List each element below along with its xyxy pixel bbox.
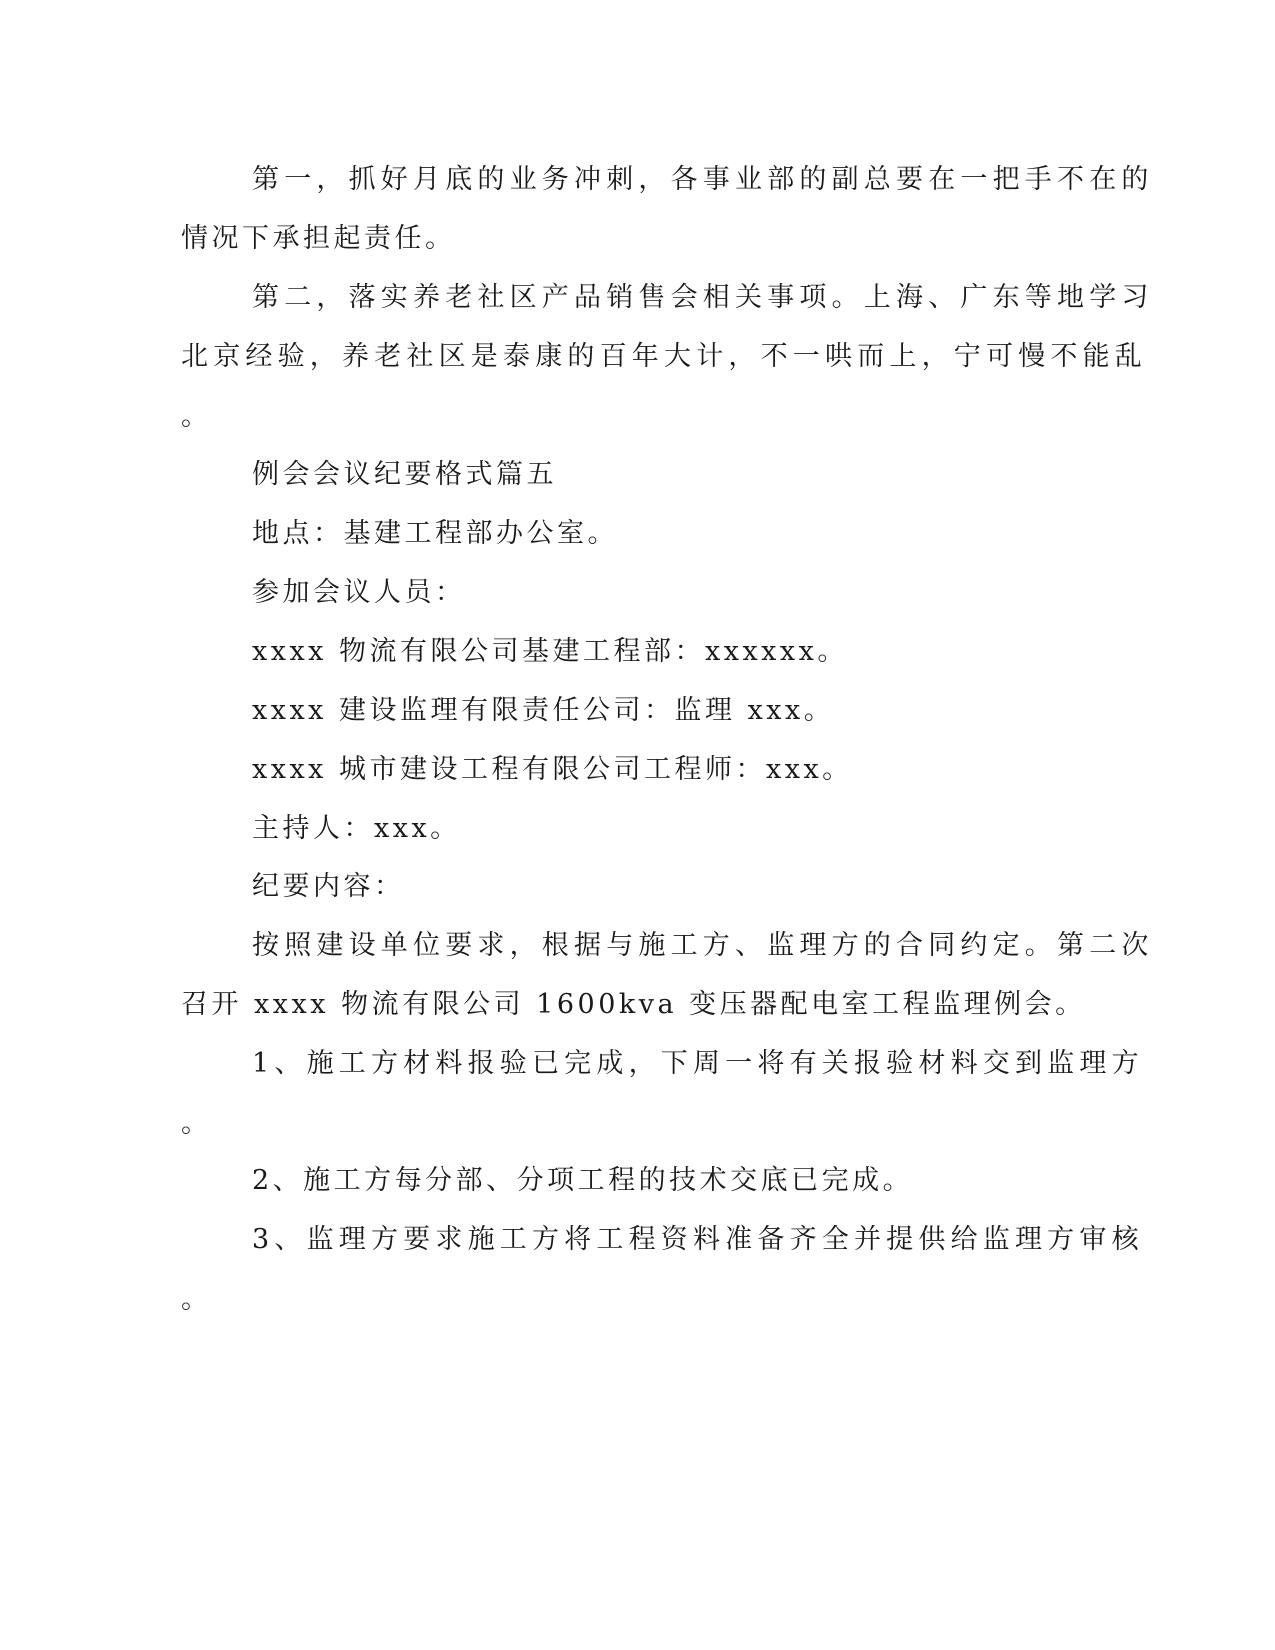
- paragraph-line: 情况下承担起责任。: [181, 223, 456, 254]
- attendee-line: xxxx 建设监理有限责任公司：监理 xxx。: [252, 695, 835, 726]
- paragraph-line: 第二，落实养老社区产品销售会相关事项。上海、广东等地学习: [252, 282, 1154, 313]
- paragraph-line: 第一，抓好月底的业务冲刺，各事业部的副总要在一把手不在的: [252, 164, 1154, 195]
- attendee-line: xxxx 城市建设工程有限公司工程师：xxx。: [252, 754, 853, 785]
- list-item: 2、施工方每分部、分项工程的技术交底已完成。: [252, 1165, 914, 1196]
- paragraph-line: 。: [181, 1108, 212, 1139]
- paragraph-line: 召开 xxxx 物流有限公司 1600kva 变压器配电室工程监理例会。: [181, 989, 1086, 1020]
- paragraph-line: 。: [181, 401, 212, 432]
- paragraph-line: 。: [181, 1284, 212, 1315]
- attendee-line: xxxx 物流有限公司基建工程部：xxxxxx。: [252, 636, 848, 667]
- paragraph-line: 按照建设单位要求，根据与施工方、监理方的合同约定。第二次: [252, 930, 1154, 961]
- minutes-label: 纪要内容：: [252, 871, 405, 902]
- attendees-label: 参加会议人员：: [252, 577, 466, 608]
- section-heading: 例会会议纪要格式篇五: [252, 459, 557, 490]
- paragraph-line: 北京经验，养老社区是泰康的百年大计，不一哄而上，宁可慢不能乱: [181, 341, 1147, 372]
- host-line: 主持人：xxx。: [252, 813, 461, 844]
- list-item: 1、施工方材料报验已完成，下周一将有关报验材料交到监理方: [252, 1048, 1144, 1079]
- meeting-location: 地点：基建工程部办公室。: [252, 518, 618, 549]
- list-item: 3、监理方要求施工方将工程资料准备齐全并提供给监理方审核: [252, 1224, 1144, 1255]
